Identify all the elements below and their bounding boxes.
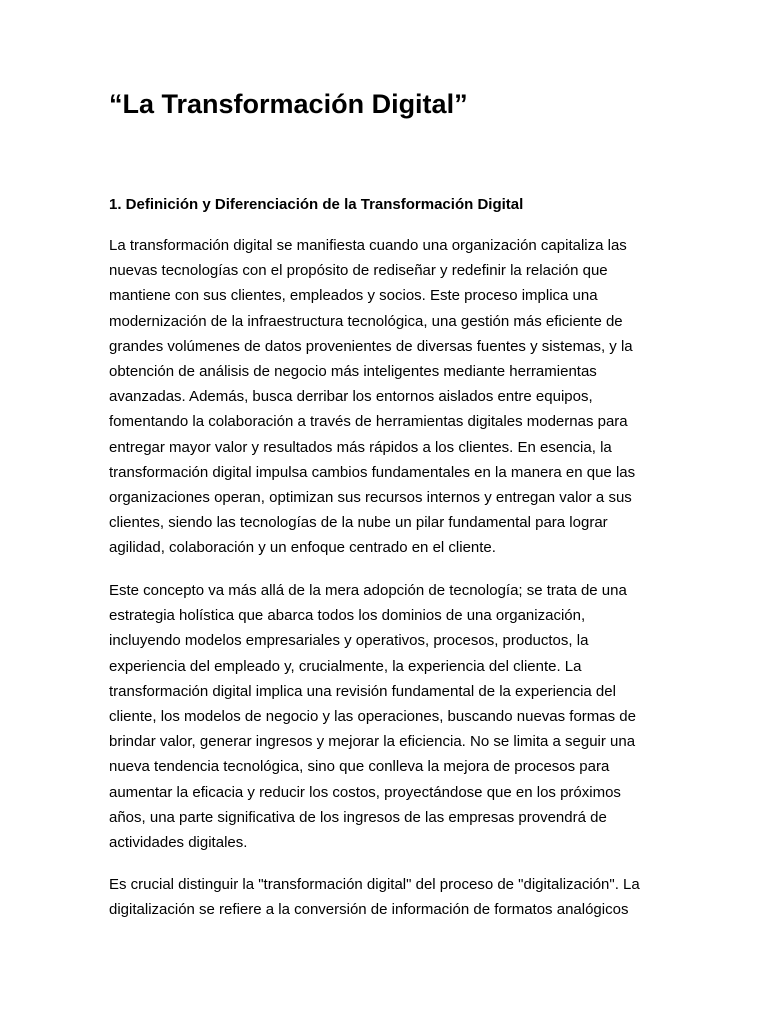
section-heading: 1. Definición y Diferenciación de la Transformación Digital [109,196,524,213]
text-line: cliente, los modelos de negocio y las operaciones, buscando nuevas formas de [109,708,636,726]
text-line: aumentar la eficacia y reducir los costos, proyectándose que en los próximos [109,783,621,801]
text-line: clientes, siendo las tecnologías de la nube un pilar fundamental para lograr [109,514,608,532]
document-title: “La Transformación Digital” [109,89,468,119]
text-line: transformación digital implica una revisión fundamental de la experiencia del [109,682,616,700]
text-line: digitalización se refiere a la conversión de información de formatos analógicos [109,901,629,919]
paragraph-concept [109,578,661,855]
text-line: entregar mayor valor y resultados más rápidos a los clientes. En esencia, la [109,438,612,456]
text-line: brindar valor, generar ingresos y mejorar la eficiencia. No se limita a seguir una [109,733,636,751]
text-line: obtención de análisis de negocio más inteligentes mediante herramientas [109,363,597,381]
text-line: años, una parte significativa de los ingresos de las empresas provendrá de [109,808,607,826]
text-line: experiencia del empleado y, crucialmente, la experiencia del cliente. La [109,657,582,675]
text-line: agilidad, colaboración y un enfoque centrado en el cliente. [109,539,496,557]
text-line: modernización de la infraestructura tecnológica, una gestión más eficiente de [109,312,623,330]
paragraph-digitalization [109,872,661,922]
text-line: actividades digitales. [109,834,248,852]
text-line: organizaciones operan, optimizan sus recursos internos y entregan valor a sus [109,489,632,507]
text-line: grandes volúmenes de datos provenientes de diversas fuentes y sistemas, y la [109,337,633,355]
text-line: Este concepto va más allá de la mera adopción de tecnología; se trata de una [109,582,627,599]
text-line: nueva tendencia tecnológica, sino que conlleva la mejora de procesos para [109,758,610,776]
text-line: avanzadas. Además, busca derribar los entornos aislados entre equipos, [109,388,593,406]
text-line: nuevas tecnologías con el propósito de rediseñar y redefinir la relación que [109,262,608,280]
text-line: estrategia holística que abarca todos los dominios de una organización, [109,607,586,625]
text-line: mantiene con sus clientes, empleados y socios. Este proceso implica una [109,287,598,305]
paragraph-definition [109,233,661,561]
text-line: Es crucial distinguir la "transformación digital" del proceso de "digitalización". La [109,876,640,893]
text-line: fomentando la colaboración a través de herramientas digitales modernas para [109,413,628,431]
text-line: La transformación digital se manifiesta cuando una organización capitaliza las [109,237,627,254]
text-line: incluyendo modelos empresariales y operativos, procesos, productos, la [109,632,589,650]
text-line: transformación digital impulsa cambios fundamentales en la manera en que las [109,463,636,481]
